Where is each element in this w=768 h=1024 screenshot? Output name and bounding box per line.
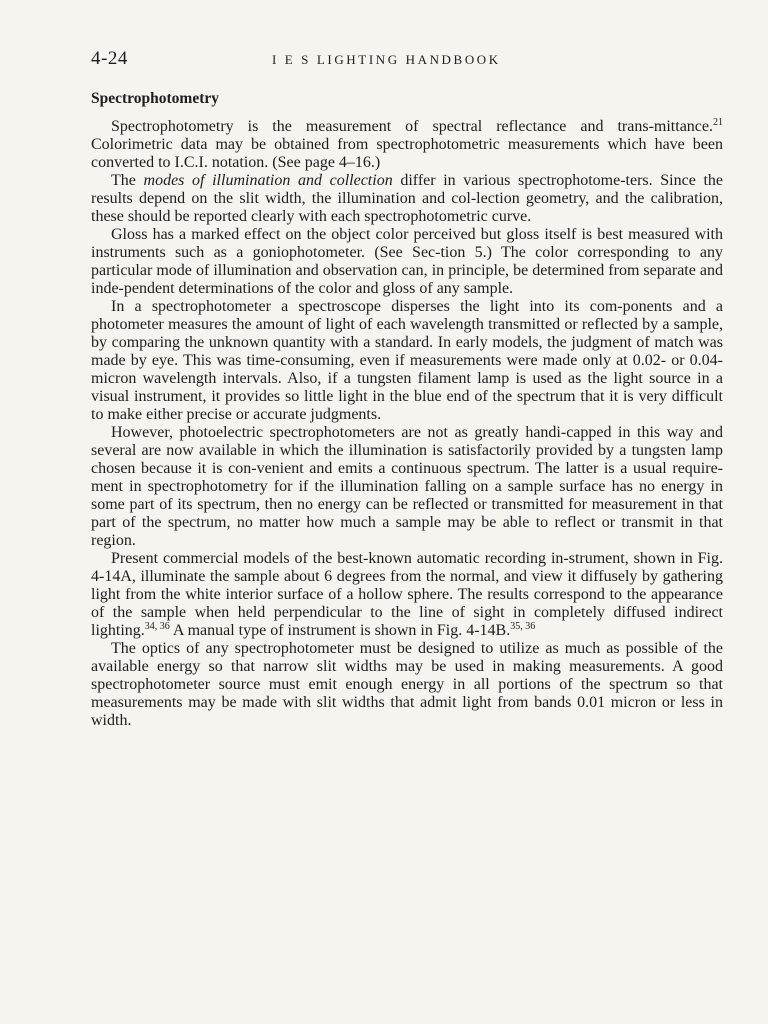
- footnote-ref: 21: [713, 117, 723, 128]
- paragraph-text: differ in various spectrophotome-ters. Since the results depend on the slit width, the illumination and col-lection geometry, and the calibration, these should be reported clearly with each spectrophotometric curve.: [91, 172, 724, 225]
- page-number: 4-24: [91, 48, 128, 69]
- paragraph-modes: [91, 172, 723, 226]
- paragraph-definition: [91, 118, 723, 172]
- footnote-ref: 34, 36: [144, 621, 170, 632]
- paragraph-text: A manual type of instrument is shown in Fig. 4-14B.: [169, 622, 511, 639]
- paragraph-text: Spectrophotometry is the measurement of spectral reflectance and trans-mittance.: [111, 118, 713, 135]
- paragraph-text: Colorimetric data may be obtained from spectrophotometric measurements which have been converted to I.C.I. notation. (See page 4–16.): [91, 136, 723, 171]
- footnote-ref: 35, 36: [510, 621, 536, 632]
- section-heading: Spectrophotometry: [91, 90, 219, 107]
- italic-term: modes of illumination and collection: [143, 172, 393, 189]
- paragraph-text: Present commercial models of the best-known automatic recording in-strument, shown in Fig. 4-14A, illuminate the sample about 6 degrees from the normal, and view it diffusely by gathering light from the white interior surface of a hollow sphere. The results correspond to the appearance of the sample when held perpendicular to the line of sight in completely diffused indirect lighting.: [91, 550, 723, 639]
- paragraph-gloss: Gloss has a marked effect on the object color perceived but gloss itself is best measured with instruments such as a goniophotometer. (See Sec-tion 5.) The color corresponding to any particular mode of illumination and observation can, in principle, be determined from separate and inde-pendent determinations of the color and gloss of any sample.: [91, 226, 723, 297]
- paragraph-commercial-models: [91, 550, 723, 640]
- paragraph-text: The: [111, 172, 144, 189]
- paragraph-photoelectric: However, photoelectric spectrophotometers are not as greatly handi-capped in this way and several are now available in which the illumination is satisfactorily provided by a tungsten lamp chosen because it is con-venient and emits a continuous spectrum. The latter is a usual require-ment in spectrophotometry for if the illumination falling on a sample surface has no energy in some part of its spectrum, then no energy can be reflected or transmitted for measurement in that part of the spectrum, no matter how much a sample may be able to reflect or transmit in that region.: [91, 424, 723, 549]
- book-title: I E S LIGHTING HANDBOOK: [272, 52, 501, 67]
- body-text: [91, 118, 723, 730]
- handbook-page: [91, 48, 723, 730]
- running-head: [91, 48, 723, 74]
- paragraph-optics: The optics of any spectrophotometer must be designed to utilize as much as possible of the available energy so that narrow slit widths may be used in making measurements. A good spectrophotometer source must emit enough energy in all portions of the spectrum so that measurements may be made with slit widths that admit light from bands 0.01 micron or less in width.: [91, 640, 723, 729]
- paragraph-spectroscope: In a spectrophotometer a spectroscope disperses the light into its com-ponents and a photometer measures the amount of light of each wavelength transmitted or reflected by a sample, by comparing the unknown quantity with a standard. In early models, the judgment of match was made by eye. This was time-consuming, even if measurements were made only at 0.02- or 0.04-micron wavelength intervals. Also, if a tungsten filament lamp is used as the light source in a visual instrument, it provides so little light in the blue end of the spectrum that it is very difficult to make either precise or accurate judgments.: [91, 298, 723, 423]
